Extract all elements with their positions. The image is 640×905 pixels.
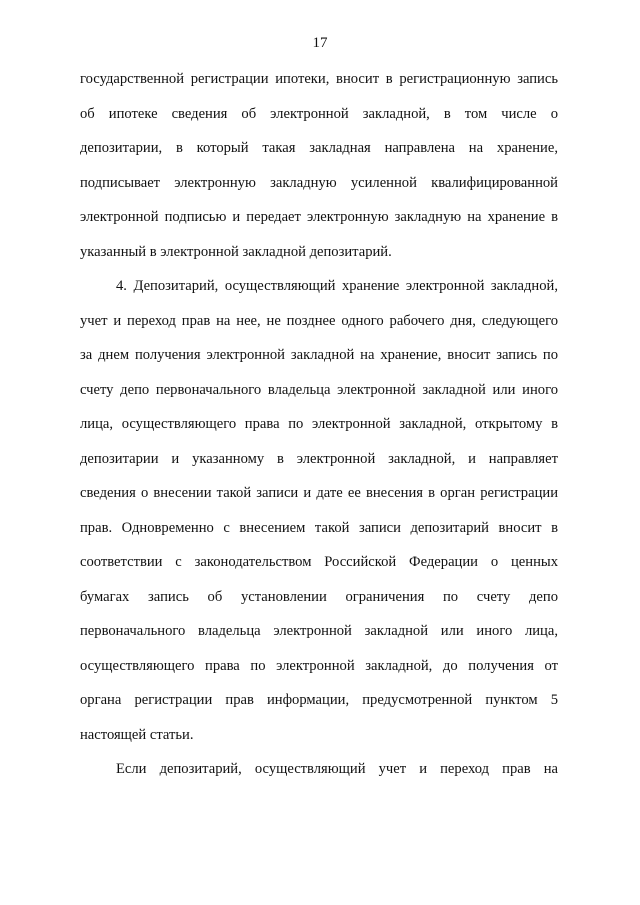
- text-line: счету депо первоначального владельца электронной закладной или иного: [80, 381, 558, 398]
- page-number: 17: [312, 35, 328, 51]
- paragraph-3: [80, 759, 558, 794]
- text-line: государственной регистрации ипотеки, вносит в регистрационную запись: [80, 71, 558, 87]
- text-line: сведения о внесении такой записи и дате ее внесения в орган регистрации: [80, 485, 558, 501]
- text-line: осуществляющего права по электронной закладной, до получения от: [80, 657, 558, 674]
- text-line: соответствии с законодательством Российской Федерации о ценных: [80, 554, 558, 570]
- text-line: настоящей статьи.: [80, 726, 194, 743]
- text-line: подписывает электронную закладную усиленной квалифицированной: [80, 174, 558, 191]
- text-line: учет и переход прав на нее, не позднее одного рабочего дня, следующего: [80, 312, 558, 329]
- text-line: первоначального владельца электронной закладной или иного лица,: [80, 623, 558, 639]
- text-line: электронной подписью и передает электронную закладную на хранение в: [80, 209, 558, 225]
- paragraph-2: [80, 276, 558, 759]
- text-line: об ипотеке сведения об электронной закладной, в том числе о: [80, 105, 558, 122]
- text-line: за днем получения электронной закладной на хранение, вносит запись по: [80, 347, 558, 363]
- text-line: прав. Одновременно с внесением такой записи депозитарий вносит в: [80, 519, 558, 536]
- text-line: лица, осуществляющего права по электронной закладной, открытому в: [80, 416, 558, 432]
- text-line: Если депозитарий, осуществляющий учет и переход прав на: [116, 761, 558, 777]
- paragraph-1: [80, 69, 558, 276]
- text-line: органа регистрации прав информации, предусмотренной пунктом 5: [80, 692, 558, 708]
- text-line: депозитарии, в который такая закладная направлена на хранение,: [80, 140, 558, 156]
- text-line: депозитарии и указанному в электронной закладной, и направляет: [80, 450, 558, 467]
- text-line: указанный в электронной закладной депозитарий.: [80, 243, 392, 260]
- text-line: бумагах запись об установлении ограничения по счету депо: [80, 588, 558, 605]
- text-line: 4. Депозитарий, осуществляющий хранение электронной закладной,: [116, 278, 558, 294]
